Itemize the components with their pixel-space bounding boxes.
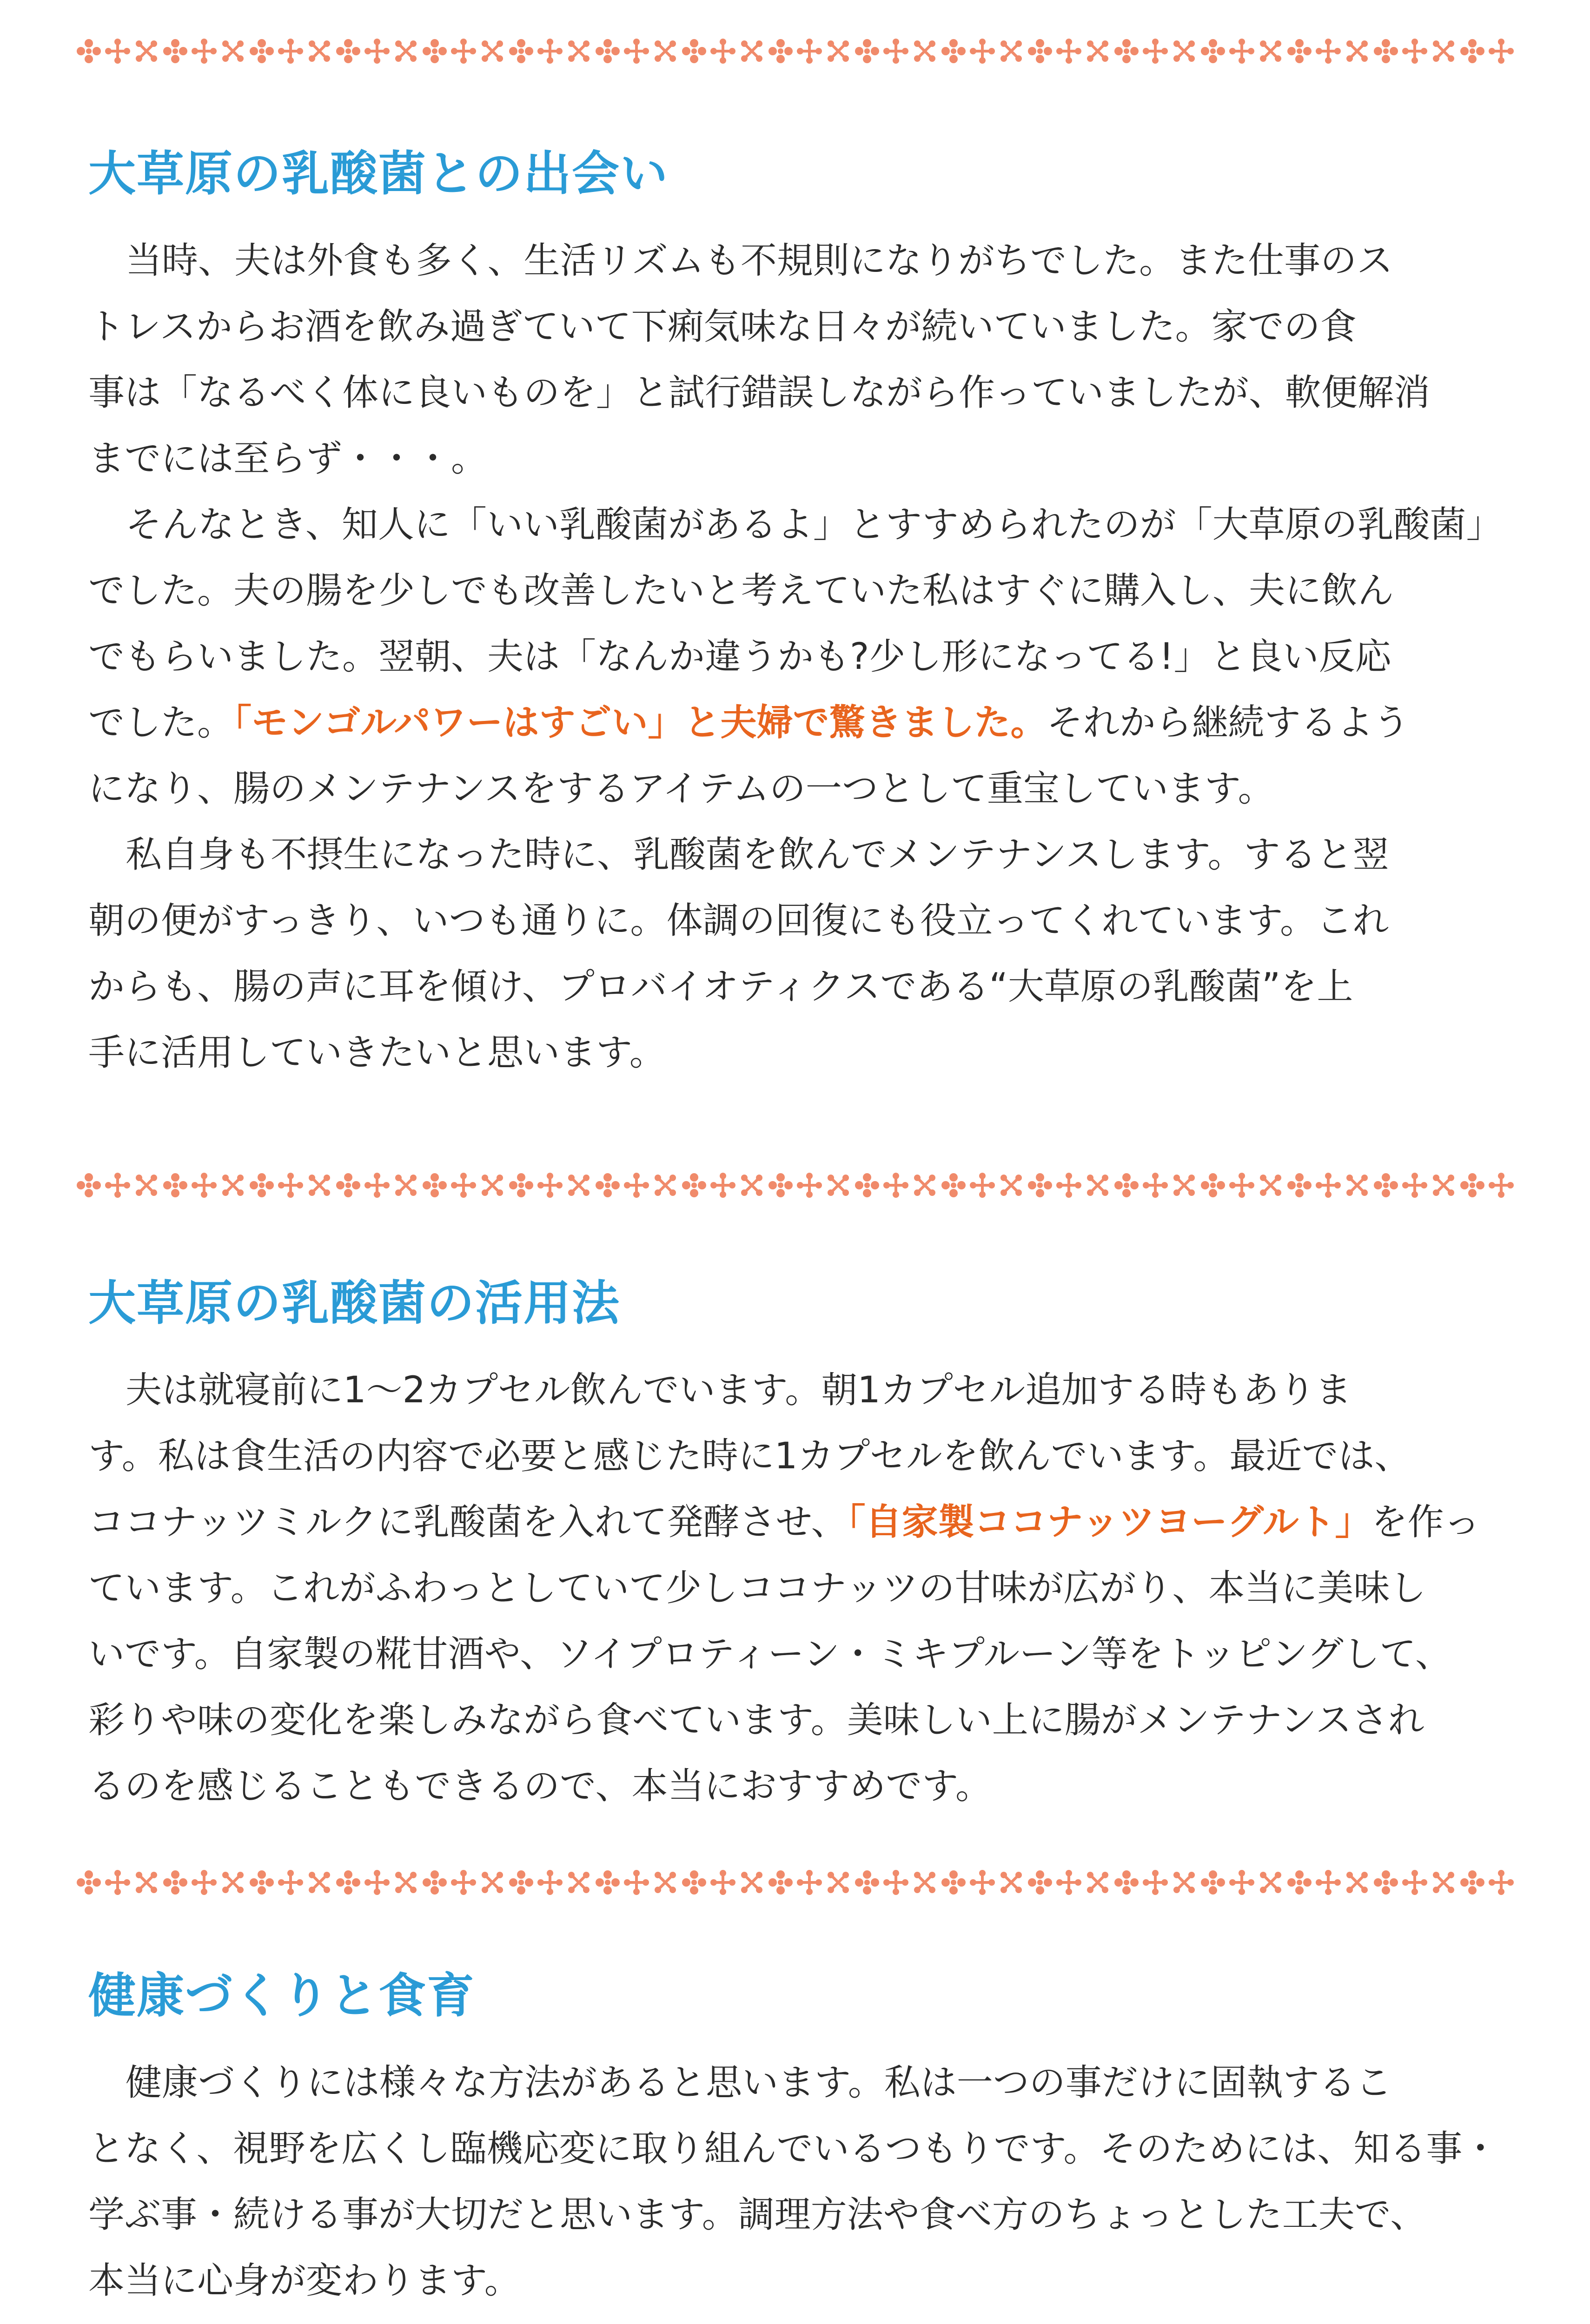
ornament-motif [1229, 39, 1254, 64]
ornament-motif [655, 1175, 676, 1196]
ornament-motif [768, 39, 793, 63]
ornament-motif [741, 1872, 762, 1893]
ornament-motif [1143, 39, 1168, 64]
body-line: となく、視野を広くし臨機応変に取り組んでいるつもりです。そのためには、知る事・ [88, 2128, 1499, 2170]
ornament-motif [855, 39, 879, 63]
ornament-motif [250, 1870, 274, 1895]
ornament-motif [136, 1175, 157, 1196]
section-body [88, 1357, 1511, 1819]
ornament-motif [828, 1872, 849, 1893]
section-body [88, 2050, 1511, 2324]
ornament-motif [278, 1173, 303, 1198]
ornament-motif [883, 1173, 908, 1198]
ornament-motif [1346, 1872, 1368, 1893]
ornament-motif [1374, 39, 1398, 63]
ornament-motif [1402, 39, 1427, 64]
ornament-motif [336, 39, 360, 63]
ornament-motif [1087, 1175, 1108, 1196]
body-line: 当時、夫は外食も多く、生活リズムも不規則になりがちでした。また仕事のス [126, 240, 1393, 282]
body-text-segment: ココナッツミルクに乳酸菌を入れて発酵させ、 [88, 1501, 848, 1543]
ornament-motif [624, 39, 649, 64]
ornament-motif [105, 39, 130, 64]
ornament-divider [74, 23, 1516, 79]
ornament-motif [1173, 1872, 1195, 1893]
ornament-motif [596, 1173, 620, 1197]
ornament-motif [914, 1872, 935, 1893]
body-line: す。私は食生活の内容で必要と感じた時に1カプセルを飲んでいます。最近では、 [88, 1435, 1411, 1477]
body-line [88, 1489, 1511, 1555]
ornament-motif [568, 40, 590, 62]
body-line: 手に活用していきたいと思います。 [88, 1032, 666, 1074]
body-line [88, 2314, 1511, 2324]
ornament-motif [1433, 1175, 1454, 1196]
ornament-motif [482, 40, 503, 62]
ornament-motif [509, 1173, 533, 1197]
section-heading: 大草原の乳酸菌の活用法 [88, 1276, 620, 1331]
ornament-motif [77, 1870, 101, 1895]
ornament-motif [710, 39, 735, 64]
ornament-motif [768, 1173, 793, 1197]
ornament-motif [1143, 1173, 1168, 1198]
ornament-motif [1114, 1173, 1139, 1197]
ornament-motif [1056, 39, 1081, 64]
ornament-motif [1028, 1173, 1052, 1197]
ornament-motif [451, 1173, 476, 1198]
body-line: 事は「なるべく体に良いものを」と試行錯誤しながら作っていましたが、軟便解消 [88, 372, 1431, 414]
ornament-divider [74, 1855, 1516, 1910]
body-line: トレスからお酒を飲み過ぎていて下痢気味な日々が続いていました。家での食 [88, 306, 1357, 348]
ornament-motif [914, 1175, 935, 1196]
ornament-motif [596, 39, 620, 63]
ornament-motif [1028, 39, 1052, 63]
ornament-motif [1287, 1870, 1312, 1895]
ornament-motif [941, 1173, 966, 1197]
ornament-motif [741, 40, 762, 62]
ornament-motif [655, 1872, 676, 1893]
ornament-motif [509, 39, 533, 63]
ornament-motif [482, 1872, 503, 1893]
ornament-motif [797, 1173, 822, 1198]
ornament-motif [1433, 1872, 1454, 1893]
ornament-motif [970, 39, 995, 64]
body-line: 彩りや味の変化を楽しみながら食べています。美味しい上に腸がメンテナンスされ [88, 1699, 1424, 1741]
ornament-motif [1374, 1870, 1398, 1895]
body-line: いです。自家製の糀甘酒や、ソイプロティーン・ミキプルーン等をトッピングして、 [88, 1633, 1452, 1675]
ornament-motif [77, 1173, 101, 1197]
ornament-motif [828, 40, 849, 62]
ornament-motif [883, 39, 908, 64]
ornament-motif [655, 40, 676, 62]
ornament-motif [1460, 1173, 1484, 1197]
ornament-motif [163, 39, 187, 63]
ornament-motif [136, 1872, 157, 1893]
ornament-motif [1143, 1870, 1168, 1895]
ornament-motif [914, 40, 935, 62]
section-heading: 大草原の乳酸菌との出会い [88, 146, 669, 202]
ornament-motif [1173, 1175, 1195, 1196]
ornament-divider [74, 1157, 1516, 1213]
ornament-motif [451, 39, 476, 64]
body-line: そんなとき、知人に「いい乳酸菌があるよ」とすすめられたのが「大草原の乳酸菌」 [126, 504, 1503, 546]
body-line: 私自身も不摂生になった時に、乳酸菌を飲んでメンテナンスします。すると翌 [126, 834, 1389, 876]
ornament-motif [1489, 1870, 1514, 1895]
ornament-motif [1374, 1173, 1398, 1197]
ornament-motif [1402, 1173, 1427, 1198]
ornament-motif [624, 1173, 649, 1198]
ornament-motif [855, 1173, 879, 1197]
ornament-motif [105, 1870, 130, 1895]
ornament-motif [1000, 1175, 1022, 1196]
ornament-motif [537, 39, 563, 64]
ornament-motif [423, 39, 447, 63]
body-line: るのを感じることもできるので、本当におすすめです。 [88, 1765, 992, 1807]
ornament-motif [423, 1870, 447, 1895]
body-text-segment: でした。 [88, 702, 234, 744]
ornament-motif [537, 1173, 563, 1198]
body-line: からも、腸の声に耳を傾け、プロバイオティクスである“大草原の乳酸菌”を上 [88, 966, 1353, 1008]
ornament-motif [482, 1175, 503, 1196]
ornament-motif [1000, 1872, 1022, 1893]
ornament-motif [1460, 1870, 1484, 1895]
ornament-motif [1087, 1872, 1108, 1893]
ornament-motif [77, 39, 101, 63]
ornament-motif [624, 1870, 649, 1895]
ornament-motif [364, 39, 390, 64]
ornament-motif [596, 1870, 620, 1895]
body-line: ています。これがふわっとしていて少しココナッツの甘味が広がり、本当に美味し [88, 1567, 1426, 1609]
ornament-motif [451, 1870, 476, 1895]
ornament-motif [1114, 39, 1139, 63]
ornament-motif [136, 40, 157, 62]
ornament-motif [1489, 1173, 1514, 1198]
body-line: 本当に心身が変わります。 [88, 2260, 521, 2302]
ornament-motif [1000, 40, 1022, 62]
body-line: 夫は就寝前に1〜2カプセル飲んでいます。朝1カプセル追加する時もありま [126, 1369, 1352, 1411]
ornament-motif [163, 1870, 187, 1895]
section-heading: 健康づくりと食育 [88, 1968, 475, 2024]
ornament-motif [250, 1173, 274, 1197]
ornament-motif [1287, 1173, 1312, 1197]
body-line: になり、腸のメンテナンスをするアイテムの一つとして重宝しています。 [88, 768, 1274, 810]
ornament-motif [710, 1870, 735, 1895]
ornament-motif [1201, 1173, 1225, 1197]
ornament-motif [1028, 1870, 1052, 1895]
ornament-motif [1173, 40, 1195, 62]
ornament-motif [1489, 39, 1514, 64]
ornament-motif [509, 1870, 533, 1895]
ornament-motif [105, 1173, 130, 1198]
ornament-motif [364, 1173, 390, 1198]
body-line: でもらいました。翌朝、夫は「なんか違うかも?少し形になってる!」と良い反応 [88, 636, 1391, 678]
body-text-segment: を作っ [1371, 1501, 1480, 1543]
ornament-motif [1346, 1175, 1368, 1196]
ornament-motif [568, 1175, 590, 1196]
body-line: 学ぶ事・続ける事が大切だと思います。調理方法や食べ方のちょっとした工夫で、 [88, 2194, 1427, 2236]
ornament-motif [941, 1870, 966, 1895]
highlight-text: 「モンゴルパワーはすごい」と夫婦で驚きました。 [233, 702, 1047, 744]
ornament-motif [682, 1173, 706, 1197]
ornament-motif [250, 39, 274, 63]
ornament-motif [1260, 1872, 1281, 1893]
ornament-motif [1229, 1173, 1254, 1198]
ornament-motif [1056, 1173, 1081, 1198]
ornament-motif [1260, 40, 1281, 62]
body-line: までには至らず・・・。 [88, 438, 488, 480]
ornament-motif [1346, 40, 1368, 62]
body-line: 健康づくりには様々な方法があると思います。私は一つの事だけに固執するこ [126, 2062, 1392, 2104]
ornament-motif [1087, 40, 1108, 62]
ornament-motif [1460, 39, 1484, 63]
ornament-motif [336, 1870, 360, 1895]
ornament-motif [1402, 1870, 1427, 1895]
ornament-motif [222, 1872, 244, 1893]
body-line: 朝の便がすっきり、いつも通りに。体調の回復にも役立ってくれています。これ [88, 900, 1389, 942]
ornament-motif [364, 1870, 390, 1895]
ornament-motif [222, 1175, 244, 1196]
ornament-motif [309, 1872, 330, 1893]
ornament-motif [710, 1173, 735, 1198]
ornament-motif [741, 1175, 762, 1196]
ornament-motif [883, 1870, 908, 1895]
ornament-motif [309, 40, 330, 62]
ornament-motif [278, 39, 303, 64]
ornament-motif [797, 1870, 822, 1895]
ornament-motif [1201, 39, 1225, 63]
ornament-motif [828, 1175, 849, 1196]
body-line: でした。夫の腸を少しでも改善したいと考えていた私はすぐに購入し、夫に飲ん [88, 570, 1394, 612]
ornament-motif [192, 1870, 217, 1895]
ornament-motif [222, 40, 244, 62]
ornament-motif [1229, 1870, 1254, 1895]
body-text-segment: それから継続するよう [1047, 702, 1410, 744]
ornament-motif [1316, 39, 1341, 64]
ornament-motif [192, 1173, 217, 1198]
ornament-motif [970, 1870, 995, 1895]
ornament-motif [395, 1175, 417, 1196]
ornament-motif [395, 40, 417, 62]
ornament-motif [163, 1173, 187, 1197]
ornament-motif [568, 1872, 590, 1893]
ornament-motif [1316, 1173, 1341, 1198]
ornament-motif [537, 1870, 563, 1895]
highlight-text: 「自家製ココナッツヨーグルト」 [847, 1501, 1371, 1543]
ornament-motif [1056, 1870, 1081, 1895]
ornament-motif [941, 39, 966, 63]
ornament-motif [682, 39, 706, 63]
ornament-motif [1114, 1870, 1139, 1895]
ornament-motif [336, 1173, 360, 1197]
ornament-motif [768, 1870, 793, 1895]
ornament-motif [1201, 1870, 1225, 1895]
ornament-motif [278, 1870, 303, 1895]
ornament-motif [855, 1870, 879, 1895]
ornament-motif [1260, 1175, 1281, 1196]
body-line [88, 690, 1511, 756]
ornament-motif [192, 39, 217, 64]
ornament-motif [1316, 1870, 1341, 1895]
ornament-motif [970, 1173, 995, 1198]
ornament-motif [1287, 39, 1312, 63]
ornament-motif [423, 1173, 447, 1197]
ornament-motif [797, 39, 822, 64]
ornament-motif [395, 1872, 417, 1893]
ornament-motif [309, 1175, 330, 1196]
ornament-motif [682, 1870, 706, 1895]
ornament-motif [1433, 40, 1454, 62]
section-body [88, 228, 1511, 1086]
